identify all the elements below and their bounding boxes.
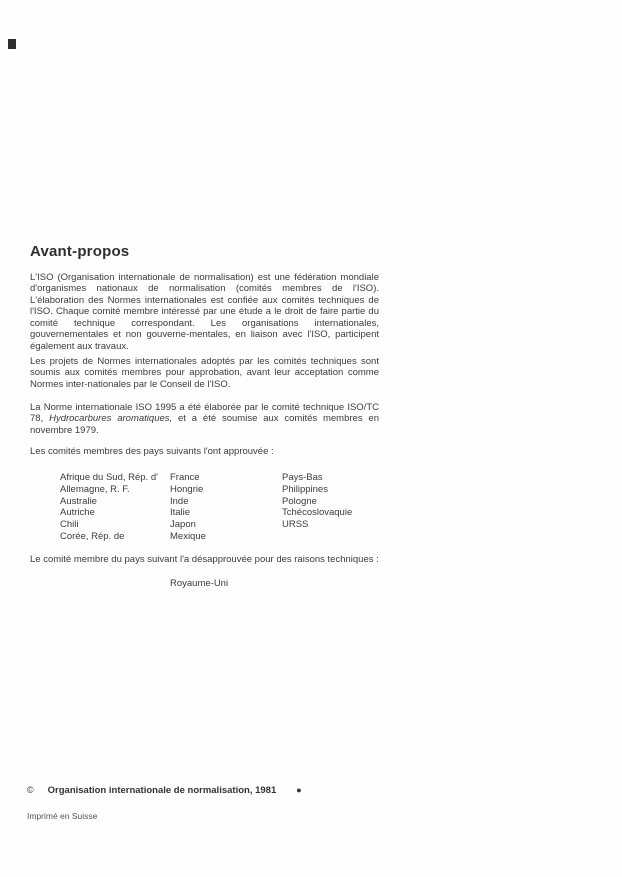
country-item: France	[170, 472, 200, 483]
page-title: Avant-propos	[30, 243, 130, 261]
country-item: Chili	[60, 519, 79, 531]
country-item: Allemagne, R. F.	[60, 483, 130, 495]
country-item: Australie	[60, 495, 97, 507]
paragraph-iso-intro: L'ISO (Organisation internationale de normalisation) est une fédération mondiale d'organismes nationaux de normalisation (comités membres de l'ISO). L'élaboration des Normes internationales est confiée aux comités techniques de l'ISO. Chaque comité membre intéressé par une étude a le droit de faire partie du comité technique correspondant. Les organisations internationales, gouvernementales et non gouverne-mentales, en liaison avec l'ISO, participent également aux travaux.	[30, 271, 379, 353]
paragraph-standard-origin	[30, 402, 379, 437]
country-item: Autriche	[60, 507, 95, 519]
country-item: Philippines	[282, 483, 328, 495]
disapproval-intro-line: Le comité membre du pays suivant l'a désapprouvée pour des raisons techniques :	[30, 554, 379, 565]
copyright-line	[27, 785, 302, 796]
copyright-text: Organisation internationale de normalisation, 1981	[47, 785, 277, 796]
bullet-icon: ●	[296, 785, 302, 795]
paragraph-draft-approval: Les projets de Normes internationales adoptés par les comités techniques sont soumis aux comités membres pour approbation, avant leur acceptation comme Normes inter-nationales par le Conseil de l'ISO.	[30, 355, 379, 390]
imprint-line: Imprimé en Suisse	[27, 811, 98, 821]
standard-origin-text: La Norme internationale ISO 1995 a été élaborée par le comité technique ISO/TC 78,	[30, 401, 379, 425]
country-item: Corée, Rép. de	[60, 530, 125, 542]
country-item: Tchécoslovaquie	[282, 507, 353, 519]
country-item: Inde	[170, 495, 189, 507]
approving-countries-column-3	[282, 472, 352, 531]
country-item: Japon	[170, 519, 196, 531]
country-item: Pologne	[282, 495, 317, 507]
approving-countries-column-1	[60, 472, 158, 543]
country-item: Afrique du Sud, Rép. d'	[60, 472, 158, 483]
approving-countries-column-2	[170, 472, 206, 543]
approval-intro-line: Les comités membres des pays suivants l'ont approuvée :	[30, 446, 274, 457]
copyright-icon: ©	[27, 785, 34, 795]
standard-origin-text-cont: et a été soumise aux comités membres en novembre 1979.	[30, 413, 380, 436]
country-item: Mexique	[170, 530, 206, 542]
country-item: Italie	[170, 507, 191, 519]
scan-registration-mark	[8, 39, 16, 49]
disapproving-country: Royaume-Uni	[170, 578, 229, 589]
country-item: Pays-Bas	[282, 472, 323, 483]
standard-subject-italic: Hydrocarbures aromatiques,	[49, 413, 173, 425]
country-item: URSS	[282, 519, 309, 531]
country-item: Hongrie	[170, 483, 204, 495]
